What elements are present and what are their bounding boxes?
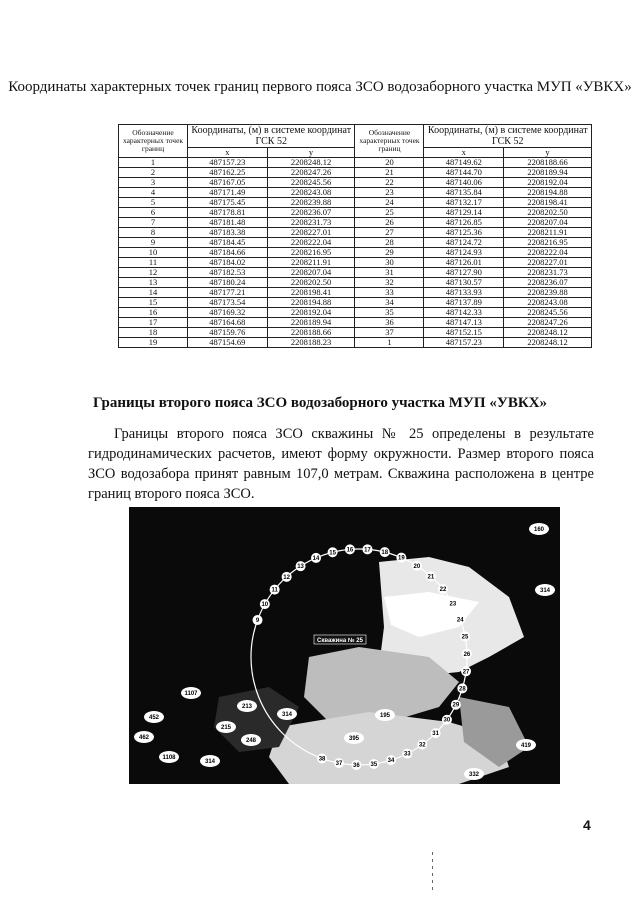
table-cell: 487184.66 <box>188 248 268 258</box>
table-cell: 2208189.94 <box>267 318 355 328</box>
table-cell: 2208236.07 <box>504 278 592 288</box>
svg-text:1108: 1108 <box>162 755 176 761</box>
parcel-badge <box>241 734 261 746</box>
table-cell: 2208192.04 <box>504 178 592 188</box>
svg-text:34: 34 <box>387 758 395 765</box>
svg-text:314: 314 <box>281 712 293 718</box>
header-x-left: x <box>188 148 268 158</box>
table-cell: 17 <box>119 318 188 328</box>
well-marker <box>314 635 366 644</box>
circle-point-label <box>396 553 406 563</box>
svg-text:17: 17 <box>364 547 371 554</box>
table-cell: 487124.93 <box>424 248 504 258</box>
table-cell: 2208243.08 <box>504 298 592 308</box>
circle-point-label <box>457 683 467 693</box>
svg-text:28: 28 <box>458 686 466 693</box>
table-body <box>119 158 592 348</box>
table-row <box>119 338 592 348</box>
parcel-badge <box>464 768 484 780</box>
table-cell: 2208222.04 <box>504 248 592 258</box>
table-cell: 487184.02 <box>188 258 268 268</box>
table-cell: 2208231.73 <box>504 268 592 278</box>
svg-text:38: 38 <box>318 756 326 763</box>
parcel-badge <box>200 755 220 767</box>
table-cell: 487175.45 <box>188 198 268 208</box>
table-cell: 487140.06 <box>424 178 504 188</box>
svg-text:25: 25 <box>461 634 469 641</box>
table-cell: 487173.54 <box>188 298 268 308</box>
svg-text:9: 9 <box>255 618 260 625</box>
svg-text:20: 20 <box>413 563 421 570</box>
table-cell: 2208231.73 <box>267 218 355 228</box>
svg-text:314: 314 <box>204 759 216 765</box>
table-cell: 35 <box>355 308 424 318</box>
well-label: Скважина № 25 <box>317 638 363 644</box>
section-heading: Границы второго пояса ЗСО водозаборного участка МУП «УВКХ» <box>92 395 548 411</box>
table-cell: 487171.49 <box>188 188 268 198</box>
table-cell: 29 <box>355 248 424 258</box>
circle-point-label <box>317 753 327 763</box>
table-cell: 3 <box>119 178 188 188</box>
table-row <box>119 278 592 288</box>
circle-point-label <box>386 755 396 765</box>
svg-text:11: 11 <box>271 587 278 594</box>
table-cell: 487157.23 <box>188 158 268 168</box>
table-cell: 2208189.94 <box>504 168 592 178</box>
svg-text:195: 195 <box>379 713 391 719</box>
svg-text:32: 32 <box>418 742 426 749</box>
svg-text:160: 160 <box>533 527 545 533</box>
table-title: Координаты характерных точек границ первого пояса ЗСО водозаборного участка МУП «УВКХ» <box>8 79 632 95</box>
table-row <box>119 178 592 188</box>
circle-point-label <box>334 758 344 768</box>
table-row <box>119 288 592 298</box>
svg-text:15: 15 <box>329 550 336 557</box>
svg-text:462: 462 <box>138 735 150 741</box>
parcel-badge <box>216 721 236 733</box>
scan-dots <box>432 852 433 894</box>
table-cell: 2208194.88 <box>267 298 355 308</box>
table-row <box>119 238 592 248</box>
table-cell: 2208236.07 <box>267 208 355 218</box>
svg-text:314: 314 <box>539 588 551 594</box>
svg-text:1107: 1107 <box>184 691 198 697</box>
table-cell: 487126.85 <box>424 218 504 228</box>
svg-text:14: 14 <box>312 555 320 562</box>
table-cell: 487149.62 <box>424 158 504 168</box>
table-row <box>119 268 592 278</box>
table-cell: 487147.13 <box>424 318 504 328</box>
table-cell: 487127.90 <box>424 268 504 278</box>
table-cell: 13 <box>119 278 188 288</box>
table-cell: 2208211.91 <box>504 228 592 238</box>
header-y-left: y <box>267 148 355 158</box>
table-cell: 26 <box>355 218 424 228</box>
table-cell: 487178.81 <box>188 208 268 218</box>
table-cell: 2208211.91 <box>267 258 355 268</box>
circle-point-label <box>426 571 436 581</box>
table-cell: 2 <box>119 168 188 178</box>
map-svg <box>129 507 560 784</box>
table-row <box>119 308 592 318</box>
circle-point-label <box>455 614 465 624</box>
table-cell: 5 <box>119 198 188 208</box>
table-cell: 18 <box>119 328 188 338</box>
svg-text:29: 29 <box>452 702 460 709</box>
table-cell: 33 <box>355 288 424 298</box>
svg-text:10: 10 <box>261 602 269 609</box>
circle-point-label <box>462 649 472 659</box>
table-cell: 15 <box>119 298 188 308</box>
aerial-photo-map <box>129 507 560 784</box>
table-cell: 37 <box>355 328 424 338</box>
page-number: 4 <box>583 817 591 833</box>
table-cell: 9 <box>119 238 188 248</box>
table-cell: 19 <box>119 338 188 348</box>
svg-text:215: 215 <box>220 725 232 731</box>
table-cell: 2208198.41 <box>504 198 592 208</box>
table-row <box>119 328 592 338</box>
table-cell: 2208239.88 <box>504 288 592 298</box>
svg-text:26: 26 <box>463 651 471 658</box>
circle-point-label <box>260 599 270 609</box>
svg-text:24: 24 <box>456 617 464 624</box>
parcel-badge <box>516 739 536 751</box>
table-cell: 487124.72 <box>424 238 504 248</box>
table-cell: 23 <box>355 188 424 198</box>
table-cell: 2208245.56 <box>504 308 592 318</box>
circle-point-label <box>417 740 427 750</box>
circle-point-label <box>362 544 372 554</box>
table-cell: 487152.15 <box>424 328 504 338</box>
svg-text:33: 33 <box>403 751 411 758</box>
circle-point-label <box>296 561 306 571</box>
table-cell: 487164.68 <box>188 318 268 328</box>
svg-text:23: 23 <box>449 601 457 608</box>
table-cell: 2208245.56 <box>267 178 355 188</box>
circle-point-label <box>282 572 292 582</box>
header-coords-right: Координаты, (м) в системе координат ГСК 52 <box>424 125 592 148</box>
table-cell: 20 <box>355 158 424 168</box>
parcel-badge <box>344 732 364 744</box>
table-cell: 487126.01 <box>424 258 504 268</box>
table-cell: 2208198.41 <box>267 288 355 298</box>
table-row <box>119 158 592 168</box>
svg-text:36: 36 <box>353 762 360 769</box>
table-row <box>119 198 592 208</box>
table-cell: 487182.53 <box>188 268 268 278</box>
svg-text:18: 18 <box>381 550 389 557</box>
parcel-badge <box>535 584 555 596</box>
table-cell: 2208188.66 <box>267 328 355 338</box>
table-cell: 487162.25 <box>188 168 268 178</box>
circle-point-label <box>253 615 263 625</box>
svg-text:31: 31 <box>432 731 439 738</box>
svg-text:332: 332 <box>468 772 480 778</box>
table-cell: 487181.48 <box>188 218 268 228</box>
circle-point-label <box>460 631 470 641</box>
header-point-right: Обозначение характерных точек границ <box>355 125 424 158</box>
table-cell: 2208247.26 <box>267 168 355 178</box>
coordinates-table <box>118 124 592 348</box>
table-cell: 16 <box>119 308 188 318</box>
table-row <box>119 208 592 218</box>
parcel-badge <box>529 523 549 535</box>
table-cell: 14 <box>119 288 188 298</box>
circle-point-label <box>461 666 471 676</box>
table-cell: 2208194.88 <box>504 188 592 198</box>
table-cell: 2208202.50 <box>504 208 592 218</box>
table-cell: 487184.45 <box>188 238 268 248</box>
table-cell: 487133.93 <box>424 288 504 298</box>
header-y-right: y <box>504 148 592 158</box>
header-x-right: x <box>424 148 504 158</box>
circle-point-label <box>380 547 390 557</box>
circle-point-label <box>328 547 338 557</box>
table-cell: 7 <box>119 218 188 228</box>
table-cell: 487129.14 <box>424 208 504 218</box>
table-cell: 24 <box>355 198 424 208</box>
table-cell: 487137.89 <box>424 298 504 308</box>
table-cell: 31 <box>355 268 424 278</box>
table-cell: 487142.33 <box>424 308 504 318</box>
parcel-badge <box>375 709 395 721</box>
circle-point-label <box>412 561 422 571</box>
circle-point-label <box>431 728 441 738</box>
table-cell: 487135.84 <box>424 188 504 198</box>
table-row <box>119 188 592 198</box>
table-cell: 22 <box>355 178 424 188</box>
table-cell: 32 <box>355 278 424 288</box>
table-cell: 2208227.01 <box>267 228 355 238</box>
table-row <box>119 258 592 268</box>
table-cell: 1 <box>119 158 188 168</box>
circle-point-label <box>351 760 361 770</box>
table-cell: 2208227.01 <box>504 258 592 268</box>
table-cell: 2208207.04 <box>504 218 592 228</box>
circle-point-label <box>402 749 412 759</box>
table-cell: 21 <box>355 168 424 178</box>
table-cell: 487167.05 <box>188 178 268 188</box>
parcel-badge <box>134 731 154 743</box>
table-cell: 27 <box>355 228 424 238</box>
svg-text:13: 13 <box>297 564 304 571</box>
svg-text:19: 19 <box>398 555 405 562</box>
table-cell: 2208247.26 <box>504 318 592 328</box>
table-cell: 2208248.12 <box>267 158 355 168</box>
table-cell: 8 <box>119 228 188 238</box>
table-cell: 2208192.04 <box>267 308 355 318</box>
table-cell: 30 <box>355 258 424 268</box>
circle-point-label <box>345 544 355 554</box>
svg-text:213: 213 <box>241 704 253 710</box>
circle-point-label <box>270 585 280 595</box>
table-cell: 487159.76 <box>188 328 268 338</box>
circle-point-label <box>442 715 452 725</box>
table-cell: 12 <box>119 268 188 278</box>
svg-text:248: 248 <box>245 738 257 744</box>
svg-text:16: 16 <box>346 547 354 554</box>
table-cell: 487132.17 <box>424 198 504 208</box>
table-row <box>119 168 592 178</box>
table-cell: 28 <box>355 238 424 248</box>
svg-text:452: 452 <box>148 715 160 721</box>
table-cell: 2208243.08 <box>267 188 355 198</box>
table-cell: 10 <box>119 248 188 258</box>
table-row <box>119 228 592 238</box>
table-cell: 25 <box>355 208 424 218</box>
table-cell: 487157.23 <box>424 338 504 348</box>
svg-text:35: 35 <box>370 761 378 768</box>
circle-point-label <box>438 584 448 594</box>
table-cell: 6 <box>119 208 188 218</box>
svg-text:21: 21 <box>427 574 435 581</box>
table-cell: 487183.38 <box>188 228 268 238</box>
table-cell: 2208239.88 <box>267 198 355 208</box>
table-cell: 487130.57 <box>424 278 504 288</box>
table-row <box>119 298 592 308</box>
table-cell: 2208216.95 <box>267 248 355 258</box>
table-row <box>119 218 592 228</box>
parcel-badge <box>159 751 179 763</box>
table-cell: 2208248.12 <box>504 338 592 348</box>
table-cell: 487177.21 <box>188 288 268 298</box>
table-cell: 4 <box>119 188 188 198</box>
svg-text:27: 27 <box>462 669 470 676</box>
table-cell: 2208222.04 <box>267 238 355 248</box>
table-cell: 2208207.04 <box>267 268 355 278</box>
table-cell: 487169.32 <box>188 308 268 318</box>
table-cell: 1 <box>355 338 424 348</box>
svg-text:12: 12 <box>283 574 290 581</box>
circle-point-label <box>369 759 379 769</box>
body-paragraph: Границы второго пояса ЗСО скважины № 25 определены в результате гидродинамических расчетов, имеют форму окружности. Размер второго пояса ЗСО водозабора принят равным 107,0 метрам. Скважина расположена в центре границ второго пояса ЗСО. <box>88 426 594 502</box>
table-row <box>119 248 592 258</box>
svg-text:30: 30 <box>443 717 451 724</box>
table-cell: 2208248.12 <box>504 328 592 338</box>
svg-text:37: 37 <box>335 761 343 768</box>
circle-point-label <box>451 700 461 710</box>
table-cell: 487180.24 <box>188 278 268 288</box>
svg-text:22: 22 <box>439 587 447 594</box>
table-cell: 487125.36 <box>424 228 504 238</box>
table-cell: 34 <box>355 298 424 308</box>
table-cell: 2208202.50 <box>267 278 355 288</box>
table-cell: 11 <box>119 258 188 268</box>
table-cell: 2208188.66 <box>504 158 592 168</box>
header-point: Обозначение характерных точек границ <box>119 125 188 158</box>
parcel-badge <box>181 687 201 699</box>
parcel-badge <box>237 700 257 712</box>
table-row <box>119 318 592 328</box>
parcel-badge <box>144 711 164 723</box>
circle-point-label <box>311 553 321 563</box>
circle-point-label <box>448 599 458 609</box>
table-cell: 487144.70 <box>424 168 504 178</box>
svg-text:395: 395 <box>348 736 360 742</box>
header-coords-left: Координаты, (м) в системе координат ГСК 52 <box>188 125 355 148</box>
parcel-badge <box>277 708 297 720</box>
table-cell: 2208188.23 <box>267 338 355 348</box>
table-cell: 487154.69 <box>188 338 268 348</box>
svg-text:419: 419 <box>520 743 532 749</box>
table-cell: 2208216.95 <box>504 238 592 248</box>
table-cell: 36 <box>355 318 424 328</box>
